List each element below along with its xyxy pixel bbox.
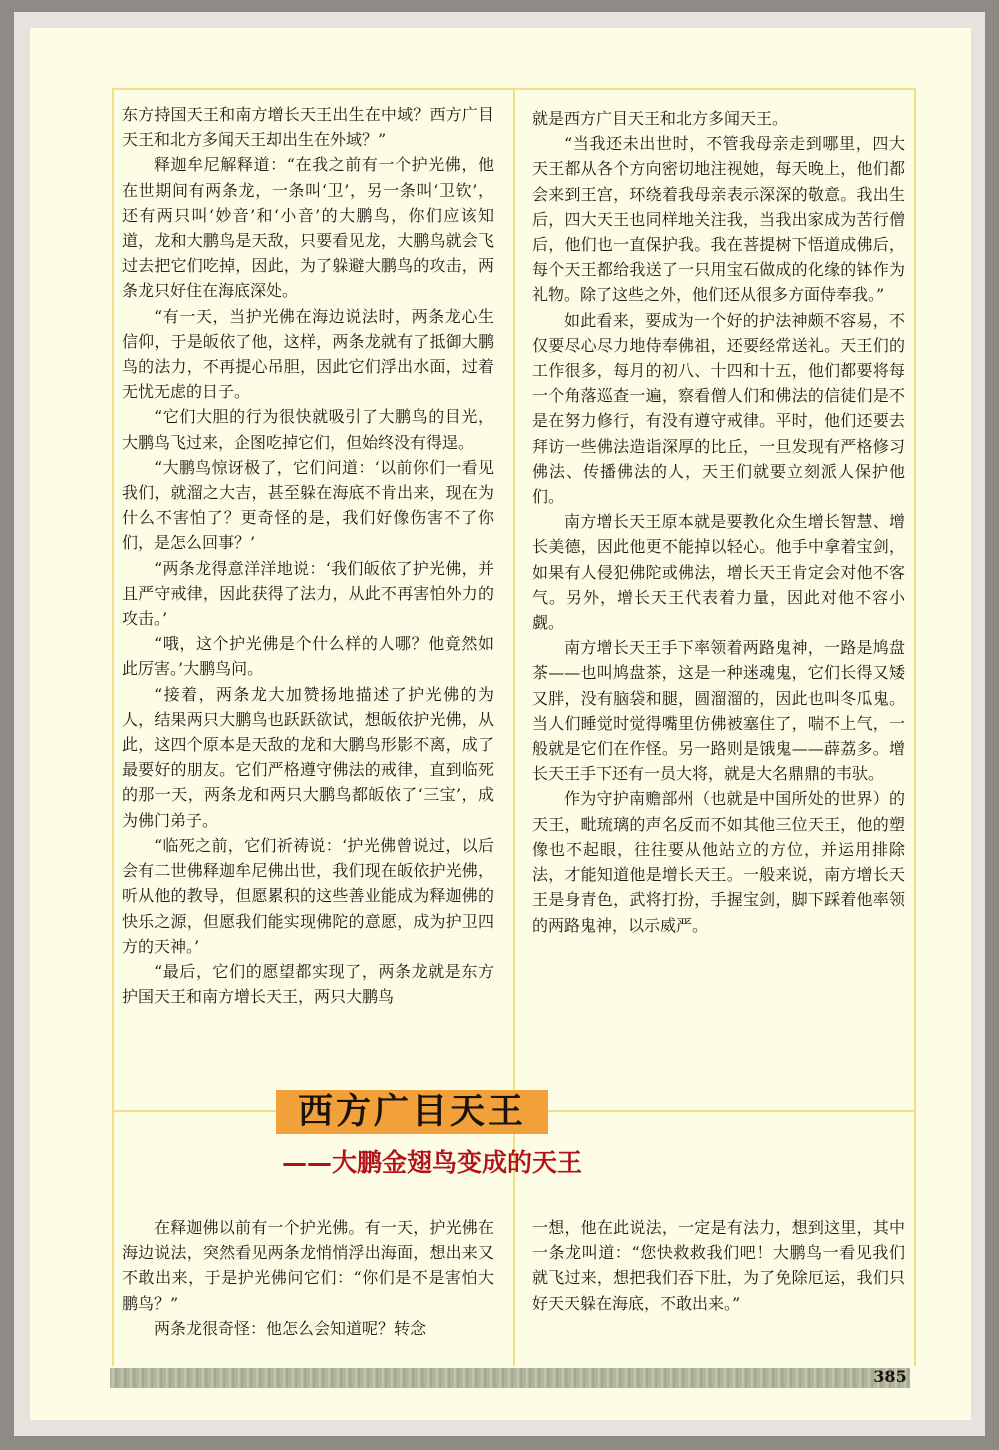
top-right-column xyxy=(532,106,905,938)
paragraph: “接着，两条龙大加赞扬地描述了护光佛的为人，结果两只大鹏鸟也跃跃欲试，想皈依护光佛，从此，这四个原本是天敌的龙和大鹏鸟形影不离，成了最要好的朋友。它们严格遵守佛法的戒律，直到临死的那一天，两条龙和两只大鹏鸟都皈依了‘三宝’，成为佛门弟子。 xyxy=(122,684,494,830)
page-number: 385 xyxy=(873,1367,907,1386)
paragraph: 两条龙很奇怪：他怎么会知道呢？转念 xyxy=(154,1318,427,1338)
paragraph: “最后，它们的愿望都实现了，两条龙就是东方护国天王和南方增长天王，两只大鹏鸟 xyxy=(122,961,494,1007)
footer-bar xyxy=(110,1368,910,1388)
paragraph: 南方增长天王原本就是要教化众生增长智慧、增长美德，因此他更不能掉以轻心。他手中拿着宝剑，如果有人侵犯佛陀或佛法，增长天王肯定会对他不客气。另外，增长天王代表着力量，因此对他不容小觑。 xyxy=(532,512,905,633)
paragraph: 就是西方广目天王和北方多闻天王。 xyxy=(532,109,789,128)
paragraph: “两条龙得意洋洋地说：‘我们皈依了护光佛，并且严守戒律，因此获得了法力，从此不再害怕外力的攻击。’ xyxy=(122,558,494,629)
paragraph: 如此看来，要成为一个好的护法神颇不容易，不仅要尽心尽力地侍奉佛祖，还要经常送礼。天王们的工作很多，每月的初八、十四和十五，他们都要将每一个角落巡查一遍，察看僧人们和佛法的信徒们是不是在努力修行，有没有遵守戒律。平时，他们还要去拜访一些佛法造诣深厚的比丘，一旦发现有严格修习佛法、传播佛法的人，天王们就要立刻派人保护他们。 xyxy=(532,310,905,507)
paragraph: “有一天，当护光佛在海边说法时，两条龙心生信仰，于是皈依了他，这样，两条龙就有了抵御大鹏鸟的法力，不再提心吊胆，因此它们浮出水面，过着无忧无虑的日子。 xyxy=(122,306,494,402)
bottom-left-column xyxy=(122,1215,494,1341)
right-column-rule xyxy=(914,88,916,1366)
paragraph: 东方持国天王和南方增长天王出生在中域？西方广目天王和北方多闻天王却出生在外域？” xyxy=(122,105,494,150)
paragraph: 释迦牟尼解释道：“在我之前有一个护光佛，他在世期间有两条龙，一条叫‘卫’，另一条叫‘卫钦’，还有两只叫‘妙音’和‘小音’的大鹏鸟，你们应该知道，龙和大鹏鸟是天敌，只要看见龙，大鹏鸟就会飞过去把它们吃掉，因此，为了躲避大鹏鸟的攻击，两条龙只好住在海底深处。 xyxy=(122,155,494,301)
section-subheading: ——大鹏金翅鸟变成的天王 xyxy=(282,1148,583,1177)
paragraph: 在释迦佛以前有一个护光佛。有一天，护光佛在海边说法，突然看见两条龙悄悄浮出海面，想出来又不敢出来，于是护光佛问它们：“你们是不是害怕大鹏鸟？” xyxy=(122,1218,494,1313)
paragraph: 南方增长天王手下率领着两路鬼神，一路是鸠盘茶——也叫鸠盘茶，这是一种迷魂鬼，它们长得又矮又胖，没有脑袋和腿，圆溜溜的，因此也叫冬瓜鬼。当人们睡觉时觉得嘴里仿佛被塞住了，喘不上气，一般就是它们在作怪。另一路则是饿鬼——薜荔多。增长天王手下还有一员大将，就是大名鼎鼎的韦驮。 xyxy=(532,638,905,784)
paragraph: “它们大胆的行为很快就吸引了大鹏鸟的目光，大鹏鸟飞过来，企图吃掉它们，但始终没有得逞。 xyxy=(122,407,494,452)
left-column-rule xyxy=(112,88,114,1366)
paragraph: “哦，这个护光佛是个什么样的人哪？他竟然如此厉害。’大鹏鸟问。 xyxy=(122,634,494,679)
paragraph: “当我还未出世时，不管我母亲走到哪里，四大天王都从各个方向密切地注视她，每天晚上，他们都会来到王宫，环绕着我母亲表示深深的敬意。我出生后，四大天王也同样地关注我，当我出家成为苦行僧后，他们也一直保护我。我在菩提树下悟道成佛后，每个天王都给我送了一只用宝石做成的化缘的钵作为礼物。除了这些之外，他们还从很多方面侍奉我。” xyxy=(532,134,905,305)
paragraph: 一想，他在此说法，一定是有法力，想到这里，其中一条龙叫道：“您快救救我们吧！大鹏鸟一看见我们就飞过来，想把我们吞下肚，为了免除厄运，我们只好天天躲在海底，不敢出来。” xyxy=(532,1218,905,1313)
top-left-column xyxy=(122,102,494,1009)
paragraph: “临死之前，它们祈祷说：‘护光佛曾说过，以后会有二世佛释迦牟尼佛出世，我们现在皈依护光佛，听从他的教导，但愿累积的这些善业能成为释迦佛的快乐之源，但愿我们能实现佛陀的意愿，成为护卫四方的天神。’ xyxy=(122,835,494,956)
section-heading: 西方广目天王 xyxy=(297,1091,526,1132)
bottom-right-column xyxy=(532,1215,905,1316)
paragraph: “大鹏鸟惊讶极了，它们问道：‘以前你们一看见我们，就溜之大吉，甚至躲在海底不肯出来，现在为什么不害怕了？更奇怪的是，我们好像伤害不了你们，是怎么回事？’ xyxy=(122,457,494,553)
paragraph: 作为守护南赡部州（也就是中国所处的世界）的天王，毗琉璃的声名反而不如其他三位天王，他的塑像也不起眼，往往要从他站立的方位，并运用排除法，才能知道他是增长天王。一般来说，南方增长天王是身青色，武将打扮，手握宝剑，脚下踩着他率领的两路鬼神，以示威严。 xyxy=(532,789,905,935)
top-rule xyxy=(112,88,916,90)
